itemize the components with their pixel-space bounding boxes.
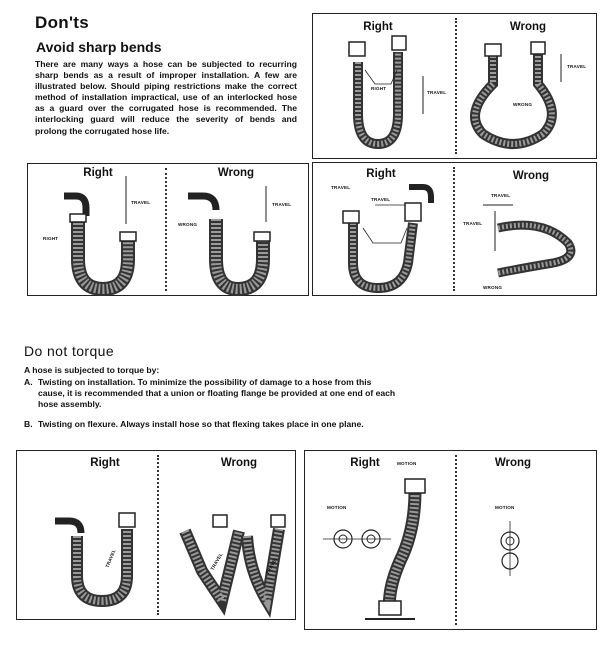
motion-label: MOTION bbox=[495, 505, 515, 510]
travel-label: TRAVEL bbox=[131, 200, 151, 205]
travel-label: TRAVEL bbox=[463, 221, 483, 226]
right-header: Right bbox=[83, 167, 113, 179]
wrong-header: Wrong bbox=[217, 167, 255, 179]
travel-label: TRAVEL bbox=[567, 64, 587, 69]
list-item-letter: A. bbox=[24, 377, 33, 387]
panel-sharp-bends-elbow bbox=[27, 163, 309, 296]
elbow-illustration bbox=[28, 164, 310, 297]
list-item-letter: B. bbox=[24, 419, 33, 429]
panel-sharp-bends-offset bbox=[312, 162, 597, 296]
wrong-label: WRONG bbox=[483, 285, 503, 290]
right-header: Right bbox=[90, 457, 120, 469]
section-heading-torque: Do not torque bbox=[24, 343, 115, 359]
torque-flexure-illustration bbox=[305, 451, 598, 631]
list-item bbox=[24, 377, 396, 410]
travel-label: TRAVEL bbox=[272, 202, 292, 207]
offset-illustration bbox=[313, 163, 598, 297]
list-item bbox=[24, 419, 396, 430]
wrong-label: WRONG bbox=[513, 102, 533, 107]
travel-label: TRAVEL bbox=[427, 90, 447, 95]
travel-label: TRAVEL bbox=[331, 185, 351, 190]
right-header: Right bbox=[363, 21, 393, 33]
wrong-label: WRONG bbox=[178, 222, 198, 227]
panel-sharp-bends-loop bbox=[312, 13, 597, 159]
wrong-header: Wrong bbox=[509, 21, 547, 33]
right-header: Right bbox=[350, 457, 380, 469]
travel-label: TRAVEL bbox=[104, 548, 117, 569]
bends-paragraph: There are many ways a hose can be subjected to recurring sharp bends as a result of improper installation. A few are illustrated below. Should piping restrictions make the correct method of installation impractical, use of an interlocked hose as a guard over the corrugated hose is recommended. The interlocking guard will reduce the severity of bends and prolong the corrugated hose life. bbox=[35, 59, 297, 136]
travel-label: TRAVEL bbox=[209, 551, 224, 572]
wrong-header: Wrong bbox=[220, 457, 258, 469]
list-item-text: Twisting on flexure. Always install hose so that flexing takes place in one plane. bbox=[38, 419, 364, 429]
loop-illustration bbox=[313, 14, 598, 160]
motion-label: MOTION bbox=[397, 461, 417, 466]
panel-torque-installation bbox=[16, 450, 296, 620]
right-header: Right bbox=[366, 168, 396, 180]
wrong-header: Wrong bbox=[494, 457, 532, 469]
right-label: RIGHT bbox=[43, 236, 59, 241]
section-heading-bends: Avoid sharp bends bbox=[36, 39, 162, 55]
torque-intro: A hose is subjected to torque by: bbox=[24, 365, 160, 375]
panel-torque-flexure bbox=[304, 450, 597, 630]
travel-label: TRAVEL bbox=[371, 197, 391, 202]
right-label: RIGHT bbox=[371, 86, 387, 91]
list-item-text: Twisting on installation. To minimize the possibility of damage to a hose from this cause, it is recommended that a union or floating flange be provided at one end of each hose assembly. bbox=[38, 377, 396, 409]
travel-label: TRAVEL bbox=[264, 555, 279, 576]
page-title: Don'ts bbox=[35, 13, 90, 32]
motion-label: MOTION bbox=[327, 505, 347, 510]
wrong-header: Wrong bbox=[512, 170, 550, 182]
travel-label: TRAVEL bbox=[491, 193, 511, 198]
torque-installation-illustration bbox=[17, 451, 297, 621]
